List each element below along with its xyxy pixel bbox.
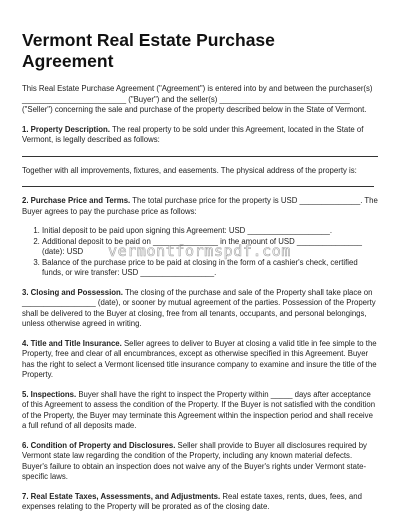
section-2: [22, 196, 378, 217]
section-4-title: 4. Title and Title Insurance.: [22, 338, 122, 348]
section-2-body: The total purchase price for the property is USD ______________. The Buyer agrees to pay the purchase price as follows:: [22, 196, 378, 216]
section-7-title: 7. Real Estate Taxes, Assessments, and Adjustments.: [22, 491, 221, 501]
section-7-body: Real estate taxes, rents, dues, fees, and expenses relating to the Property will be prorated as of the closing date.: [22, 491, 362, 511]
section-5: [22, 390, 378, 432]
list-item: 3. Balance of the purchase price to be paid at closing in the form of a cashier's check, certified funds, or wire transfer: USD _________________.: [42, 258, 378, 279]
watermark: vermontformspdf.com: [108, 242, 291, 260]
section-1-title: 1. Property Description.: [22, 124, 110, 134]
section-1: [22, 125, 378, 146]
intro-paragraph: This Real Estate Purchase Agreement ("Agreement") is entered into by and between the purchaser(s) ________________________ ("Buyer") and the seller(s) ______________________________ ("Seller") concerning the sale and purchase of the property described below in the State of Vermont.: [22, 84, 373, 114]
section-1-extra: Together with all improvements, fixtures, and easements. The physical address of the property is:: [22, 165, 357, 175]
section-3-title: 3. Closing and Possession.: [22, 287, 123, 297]
section-4: [22, 339, 378, 381]
list-item: 1. Initial deposit to be paid upon signing this Agreement: USD ___________________.: [42, 226, 378, 237]
section-5-body: Buyer shall have the right to inspect the Property within _____ days after acceptance of this Agreement to assess the condition of the Property. If the Buyer is not satisfied with the condition of the Property, the Buyer may terminate this Agreement within the inspection period and shall receive a full refund of all deposits made.: [22, 389, 376, 430]
section-3-body: The closing of the purchase and sale of the Property shall take place on _________________ (date), or sooner by mutual agreement of the parties. Possession of the Property shall be delivered to the Buyer at closing, free from all tenants, occupants, and personal belongings, unless otherwise agreed in writing.: [22, 287, 376, 328]
section-1-body: The real property to be sold under this Agreement, located in the State of Vermont, is legally described as follows:: [22, 124, 364, 144]
section-3: [22, 288, 378, 330]
section-6-title: 6. Condition of Property and Disclosures.: [22, 440, 176, 450]
section-6-body: Seller shall provide to Buyer all disclosures required by Vermont state law regarding the condition of the Property, including any known material defects. Buyer's failure to obtain an inspection does not waive any of the Buyer's rights under Vermont state-specific laws.: [22, 440, 367, 481]
property-address-line[interactable]: [22, 185, 374, 187]
section-7: [22, 492, 378, 513]
section-4-body: Seller agrees to deliver to Buyer at closing a valid title in fee simple to the Property, free and clear of all encumbrances, except as otherwise specified in this Agreement. Buyer has the right to select a Vermont licensed title insurance company to examine and insure the title of the Property.: [22, 338, 377, 379]
section-6: [22, 441, 378, 483]
list-item: 2. Additional deposit to be paid on _______________ in the amount of USD _______________ (date): USD: [42, 237, 378, 258]
document-title: Vermont Real Estate Purchase Agreement: [22, 30, 275, 71]
section-5-title: 5. Inspections.: [22, 389, 77, 399]
section-2-title: 2. Purchase Price and Terms.: [22, 196, 131, 205]
property-description-line[interactable]: [22, 155, 378, 157]
